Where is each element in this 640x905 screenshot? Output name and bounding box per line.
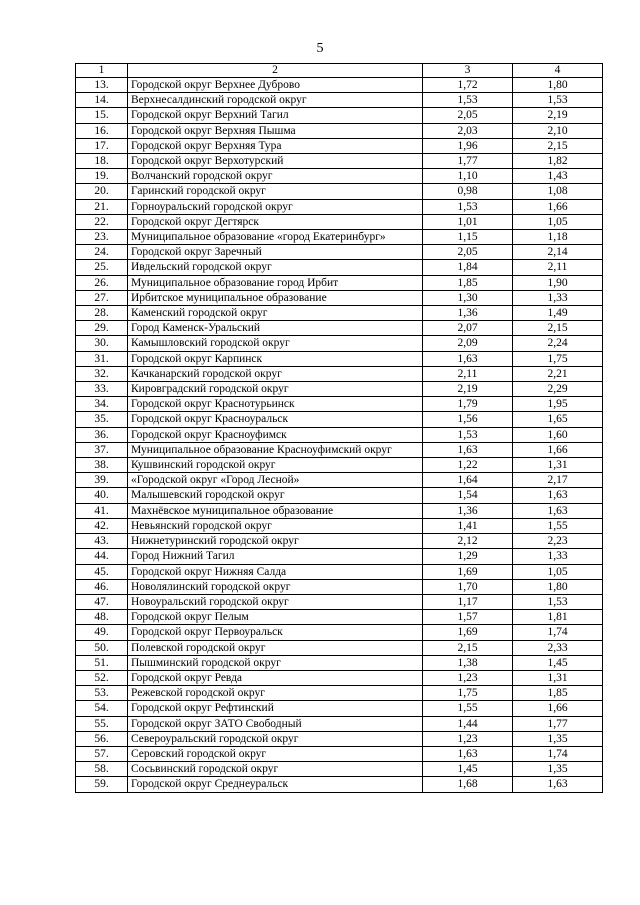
row-number: 32. — [76, 366, 128, 381]
row-name: Волчанский городской округ — [128, 169, 423, 184]
row-number: 36. — [76, 427, 128, 442]
row-number: 45. — [76, 564, 128, 579]
table-row — [76, 230, 603, 245]
row-number: 19. — [76, 169, 128, 184]
row-value-3: 1,22 — [423, 458, 513, 473]
row-number: 51. — [76, 655, 128, 670]
row-value-4: 1,45 — [513, 655, 603, 670]
row-value-3: 1,70 — [423, 579, 513, 594]
row-number: 54. — [76, 701, 128, 716]
row-number: 27. — [76, 290, 128, 305]
row-name: Ивдельский городской округ — [128, 260, 423, 275]
row-name: Городской округ Среднеуральск — [128, 777, 423, 792]
row-value-3: 1,63 — [423, 442, 513, 457]
row-value-3: 1,36 — [423, 306, 513, 321]
row-value-3: 1,17 — [423, 594, 513, 609]
row-name: Нижнетуринский городской округ — [128, 534, 423, 549]
row-number: 17. — [76, 138, 128, 153]
row-name: Кировградский городской округ — [128, 382, 423, 397]
row-number: 55. — [76, 716, 128, 731]
table-row — [76, 366, 603, 381]
table-row — [76, 260, 603, 275]
data-table — [75, 63, 603, 793]
row-name: Городской округ Верхняя Пышма — [128, 123, 423, 138]
row-value-4: 1,60 — [513, 427, 603, 442]
row-number: 16. — [76, 123, 128, 138]
table-row — [76, 610, 603, 625]
row-value-3: 2,07 — [423, 321, 513, 336]
row-value-4: 1,63 — [513, 488, 603, 503]
row-value-3: 1,10 — [423, 169, 513, 184]
table-row — [76, 458, 603, 473]
row-value-4: 1,31 — [513, 458, 603, 473]
row-value-3: 1,23 — [423, 731, 513, 746]
row-name: Малышевский городской округ — [128, 488, 423, 503]
row-value-4: 2,29 — [513, 382, 603, 397]
row-name: Новолялинский городской округ — [128, 579, 423, 594]
row-name: Городской округ Карпинск — [128, 351, 423, 366]
row-number: 49. — [76, 625, 128, 640]
column-header-4: 4 — [513, 64, 603, 78]
row-number: 58. — [76, 762, 128, 777]
row-value-3: 1,55 — [423, 701, 513, 716]
row-name: Городской округ Дегтярск — [128, 214, 423, 229]
table-row — [76, 701, 603, 716]
row-value-3: 1,85 — [423, 275, 513, 290]
row-value-3: 1,53 — [423, 427, 513, 442]
table-row — [76, 245, 603, 260]
table-row — [76, 306, 603, 321]
row-value-4: 1,85 — [513, 686, 603, 701]
row-value-3: 1,15 — [423, 230, 513, 245]
row-value-4: 2,15 — [513, 321, 603, 336]
table-row — [76, 594, 603, 609]
row-name: Ирбитское муниципальное образование — [128, 290, 423, 305]
row-value-3: 1,44 — [423, 716, 513, 731]
table-row — [76, 777, 603, 792]
row-name: Городской округ Краснотурьинск — [128, 397, 423, 412]
table-row — [76, 108, 603, 123]
row-number: 24. — [76, 245, 128, 260]
row-value-4: 1,53 — [513, 93, 603, 108]
row-name: Городской округ ЗАТО Свободный — [128, 716, 423, 731]
row-name: Городской округ Заречный — [128, 245, 423, 260]
row-value-3: 1,63 — [423, 746, 513, 761]
column-header-1: 1 — [76, 64, 128, 78]
row-name: Городской округ Верхотурский — [128, 154, 423, 169]
row-name: Городской округ Рефтинский — [128, 701, 423, 716]
table-row — [76, 716, 603, 731]
row-value-4: 1,66 — [513, 701, 603, 716]
row-value-3: 1,75 — [423, 686, 513, 701]
row-number: 52. — [76, 670, 128, 685]
table-row — [76, 93, 603, 108]
row-value-4: 1,33 — [513, 549, 603, 564]
row-name: Качканарский городской округ — [128, 366, 423, 381]
table-row — [76, 762, 603, 777]
row-value-4: 1,05 — [513, 214, 603, 229]
table-row — [76, 503, 603, 518]
row-number: 41. — [76, 503, 128, 518]
row-number: 23. — [76, 230, 128, 245]
table-row — [76, 534, 603, 549]
table-row — [76, 746, 603, 761]
row-value-3: 1,23 — [423, 670, 513, 685]
row-name: Пышминский городской округ — [128, 655, 423, 670]
row-number: 31. — [76, 351, 128, 366]
row-value-3: 1,30 — [423, 290, 513, 305]
row-value-3: 1,01 — [423, 214, 513, 229]
row-number: 57. — [76, 746, 128, 761]
row-value-3: 1,56 — [423, 412, 513, 427]
row-name: Городской округ Ревда — [128, 670, 423, 685]
row-name: Режевской городской округ — [128, 686, 423, 701]
table-row — [76, 686, 603, 701]
table-row — [76, 123, 603, 138]
row-name: Муниципальное образование Красноуфимский округ — [128, 442, 423, 457]
row-name: Верхнесалдинский городской округ — [128, 93, 423, 108]
row-value-3: 1,84 — [423, 260, 513, 275]
table-row — [76, 169, 603, 184]
row-name: Горноуральский городской округ — [128, 199, 423, 214]
row-number: 13. — [76, 78, 128, 93]
row-name: Кушвинский городской округ — [128, 458, 423, 473]
row-value-3: 1,72 — [423, 78, 513, 93]
row-name: Новоуральский городской округ — [128, 594, 423, 609]
table-row — [76, 382, 603, 397]
row-value-3: 1,36 — [423, 503, 513, 518]
row-number: 50. — [76, 640, 128, 655]
row-value-4: 1,81 — [513, 610, 603, 625]
table-row — [76, 336, 603, 351]
row-value-4: 1,66 — [513, 199, 603, 214]
table-header-row — [76, 64, 603, 78]
row-value-4: 1,53 — [513, 594, 603, 609]
row-value-3: 1,77 — [423, 154, 513, 169]
row-number: 46. — [76, 579, 128, 594]
row-value-4: 1,33 — [513, 290, 603, 305]
row-number: 22. — [76, 214, 128, 229]
row-value-4: 1,05 — [513, 564, 603, 579]
row-name: Город Нижний Тагил — [128, 549, 423, 564]
row-name: Городской округ Красноуфимск — [128, 427, 423, 442]
table-row — [76, 442, 603, 457]
row-name: Городской округ Красноуральск — [128, 412, 423, 427]
row-name: Городской округ Верхнее Дуброво — [128, 78, 423, 93]
row-value-4: 2,11 — [513, 260, 603, 275]
row-value-3: 1,69 — [423, 564, 513, 579]
row-name: Махнёвское муниципальное образование — [128, 503, 423, 518]
table-row — [76, 488, 603, 503]
row-name: Городской округ Пелым — [128, 610, 423, 625]
row-value-4: 1,77 — [513, 716, 603, 731]
row-value-4: 2,10 — [513, 123, 603, 138]
row-number: 15. — [76, 108, 128, 123]
row-value-4: 1,43 — [513, 169, 603, 184]
row-number: 20. — [76, 184, 128, 199]
row-name: Город Каменск-Уральский — [128, 321, 423, 336]
row-value-3: 1,54 — [423, 488, 513, 503]
table-row — [76, 549, 603, 564]
table-row — [76, 655, 603, 670]
row-value-4: 1,31 — [513, 670, 603, 685]
row-value-3: 0,98 — [423, 184, 513, 199]
row-name: Невьянский городской округ — [128, 518, 423, 533]
row-name: Городской округ Верхняя Тура — [128, 138, 423, 153]
row-value-3: 2,12 — [423, 534, 513, 549]
row-name: Муниципальное образование город Ирбит — [128, 275, 423, 290]
table-row — [76, 473, 603, 488]
row-value-4: 1,63 — [513, 777, 603, 792]
table-row — [76, 184, 603, 199]
row-number: 44. — [76, 549, 128, 564]
row-value-3: 1,63 — [423, 351, 513, 366]
row-value-4: 1,80 — [513, 78, 603, 93]
row-value-3: 1,96 — [423, 138, 513, 153]
row-value-4: 2,19 — [513, 108, 603, 123]
row-number: 47. — [76, 594, 128, 609]
table-row — [76, 321, 603, 336]
table-row — [76, 625, 603, 640]
row-number: 42. — [76, 518, 128, 533]
row-name: Серовский городской округ — [128, 746, 423, 761]
row-value-4: 1,95 — [513, 397, 603, 412]
table-body — [76, 78, 603, 793]
table-row — [76, 138, 603, 153]
table-row — [76, 397, 603, 412]
row-value-3: 2,19 — [423, 382, 513, 397]
row-number: 25. — [76, 260, 128, 275]
row-value-3: 1,45 — [423, 762, 513, 777]
row-value-4: 1,49 — [513, 306, 603, 321]
row-value-3: 1,64 — [423, 473, 513, 488]
row-number: 38. — [76, 458, 128, 473]
row-value-4: 1,74 — [513, 625, 603, 640]
row-number: 21. — [76, 199, 128, 214]
table-row — [76, 351, 603, 366]
row-number: 33. — [76, 382, 128, 397]
row-value-4: 1,74 — [513, 746, 603, 761]
table-row — [76, 78, 603, 93]
row-number: 18. — [76, 154, 128, 169]
row-value-3: 2,09 — [423, 336, 513, 351]
row-number: 34. — [76, 397, 128, 412]
column-header-3: 3 — [423, 64, 513, 78]
table-row — [76, 290, 603, 305]
table-row — [76, 412, 603, 427]
row-value-3: 2,05 — [423, 245, 513, 260]
column-header-2: 2 — [128, 64, 423, 78]
row-value-4: 1,66 — [513, 442, 603, 457]
row-value-4: 1,82 — [513, 154, 603, 169]
row-value-3: 2,15 — [423, 640, 513, 655]
row-value-3: 1,79 — [423, 397, 513, 412]
row-value-3: 1,69 — [423, 625, 513, 640]
row-number: 43. — [76, 534, 128, 549]
row-value-3: 2,11 — [423, 366, 513, 381]
table-row — [76, 731, 603, 746]
row-number: 53. — [76, 686, 128, 701]
table-row — [76, 427, 603, 442]
row-number: 30. — [76, 336, 128, 351]
row-value-4: 1,63 — [513, 503, 603, 518]
row-value-4: 1,35 — [513, 731, 603, 746]
row-number: 59. — [76, 777, 128, 792]
table-row — [76, 214, 603, 229]
row-value-4: 1,90 — [513, 275, 603, 290]
row-name: Полевской городской округ — [128, 640, 423, 655]
table-row — [76, 579, 603, 594]
row-value-4: 2,33 — [513, 640, 603, 655]
row-name: Городской округ Первоуральск — [128, 625, 423, 640]
row-value-3: 1,53 — [423, 93, 513, 108]
row-name: Городской округ Нижняя Салда — [128, 564, 423, 579]
row-value-3: 1,38 — [423, 655, 513, 670]
row-value-3: 1,29 — [423, 549, 513, 564]
row-value-4: 2,15 — [513, 138, 603, 153]
row-name: Североуральский городской округ — [128, 731, 423, 746]
table-row — [76, 275, 603, 290]
row-value-4: 2,24 — [513, 336, 603, 351]
row-value-4: 1,18 — [513, 230, 603, 245]
row-number: 29. — [76, 321, 128, 336]
row-value-3: 1,41 — [423, 518, 513, 533]
row-value-3: 1,68 — [423, 777, 513, 792]
table-row — [76, 640, 603, 655]
row-name: Гаринский городской округ — [128, 184, 423, 199]
row-name: Камышловский городской округ — [128, 336, 423, 351]
table-row — [76, 670, 603, 685]
row-value-4: 1,55 — [513, 518, 603, 533]
table-row — [76, 564, 603, 579]
row-number: 14. — [76, 93, 128, 108]
row-number: 26. — [76, 275, 128, 290]
row-value-4: 2,21 — [513, 366, 603, 381]
table-row — [76, 518, 603, 533]
row-value-4: 2,14 — [513, 245, 603, 260]
row-name: Каменский городской округ — [128, 306, 423, 321]
row-number: 37. — [76, 442, 128, 457]
row-name: Муниципальное образование «город Екатеринбург» — [128, 230, 423, 245]
row-value-4: 2,23 — [513, 534, 603, 549]
row-value-4: 1,35 — [513, 762, 603, 777]
row-value-4: 2,17 — [513, 473, 603, 488]
row-number: 40. — [76, 488, 128, 503]
row-value-3: 1,53 — [423, 199, 513, 214]
row-name: Сосьвинский городской округ — [128, 762, 423, 777]
row-number: 48. — [76, 610, 128, 625]
row-name: Городской округ Верхний Тагил — [128, 108, 423, 123]
row-value-4: 1,80 — [513, 579, 603, 594]
table-row — [76, 199, 603, 214]
row-name: «Городской округ «Город Лесной» — [128, 473, 423, 488]
table-row — [76, 154, 603, 169]
row-value-3: 2,03 — [423, 123, 513, 138]
row-value-3: 2,05 — [423, 108, 513, 123]
row-number: 39. — [76, 473, 128, 488]
row-value-4: 1,08 — [513, 184, 603, 199]
row-number: 56. — [76, 731, 128, 746]
row-number: 35. — [76, 412, 128, 427]
row-number: 28. — [76, 306, 128, 321]
row-value-4: 1,65 — [513, 412, 603, 427]
row-value-4: 1,75 — [513, 351, 603, 366]
page-number: 5 — [316, 41, 324, 56]
row-value-3: 1,57 — [423, 610, 513, 625]
